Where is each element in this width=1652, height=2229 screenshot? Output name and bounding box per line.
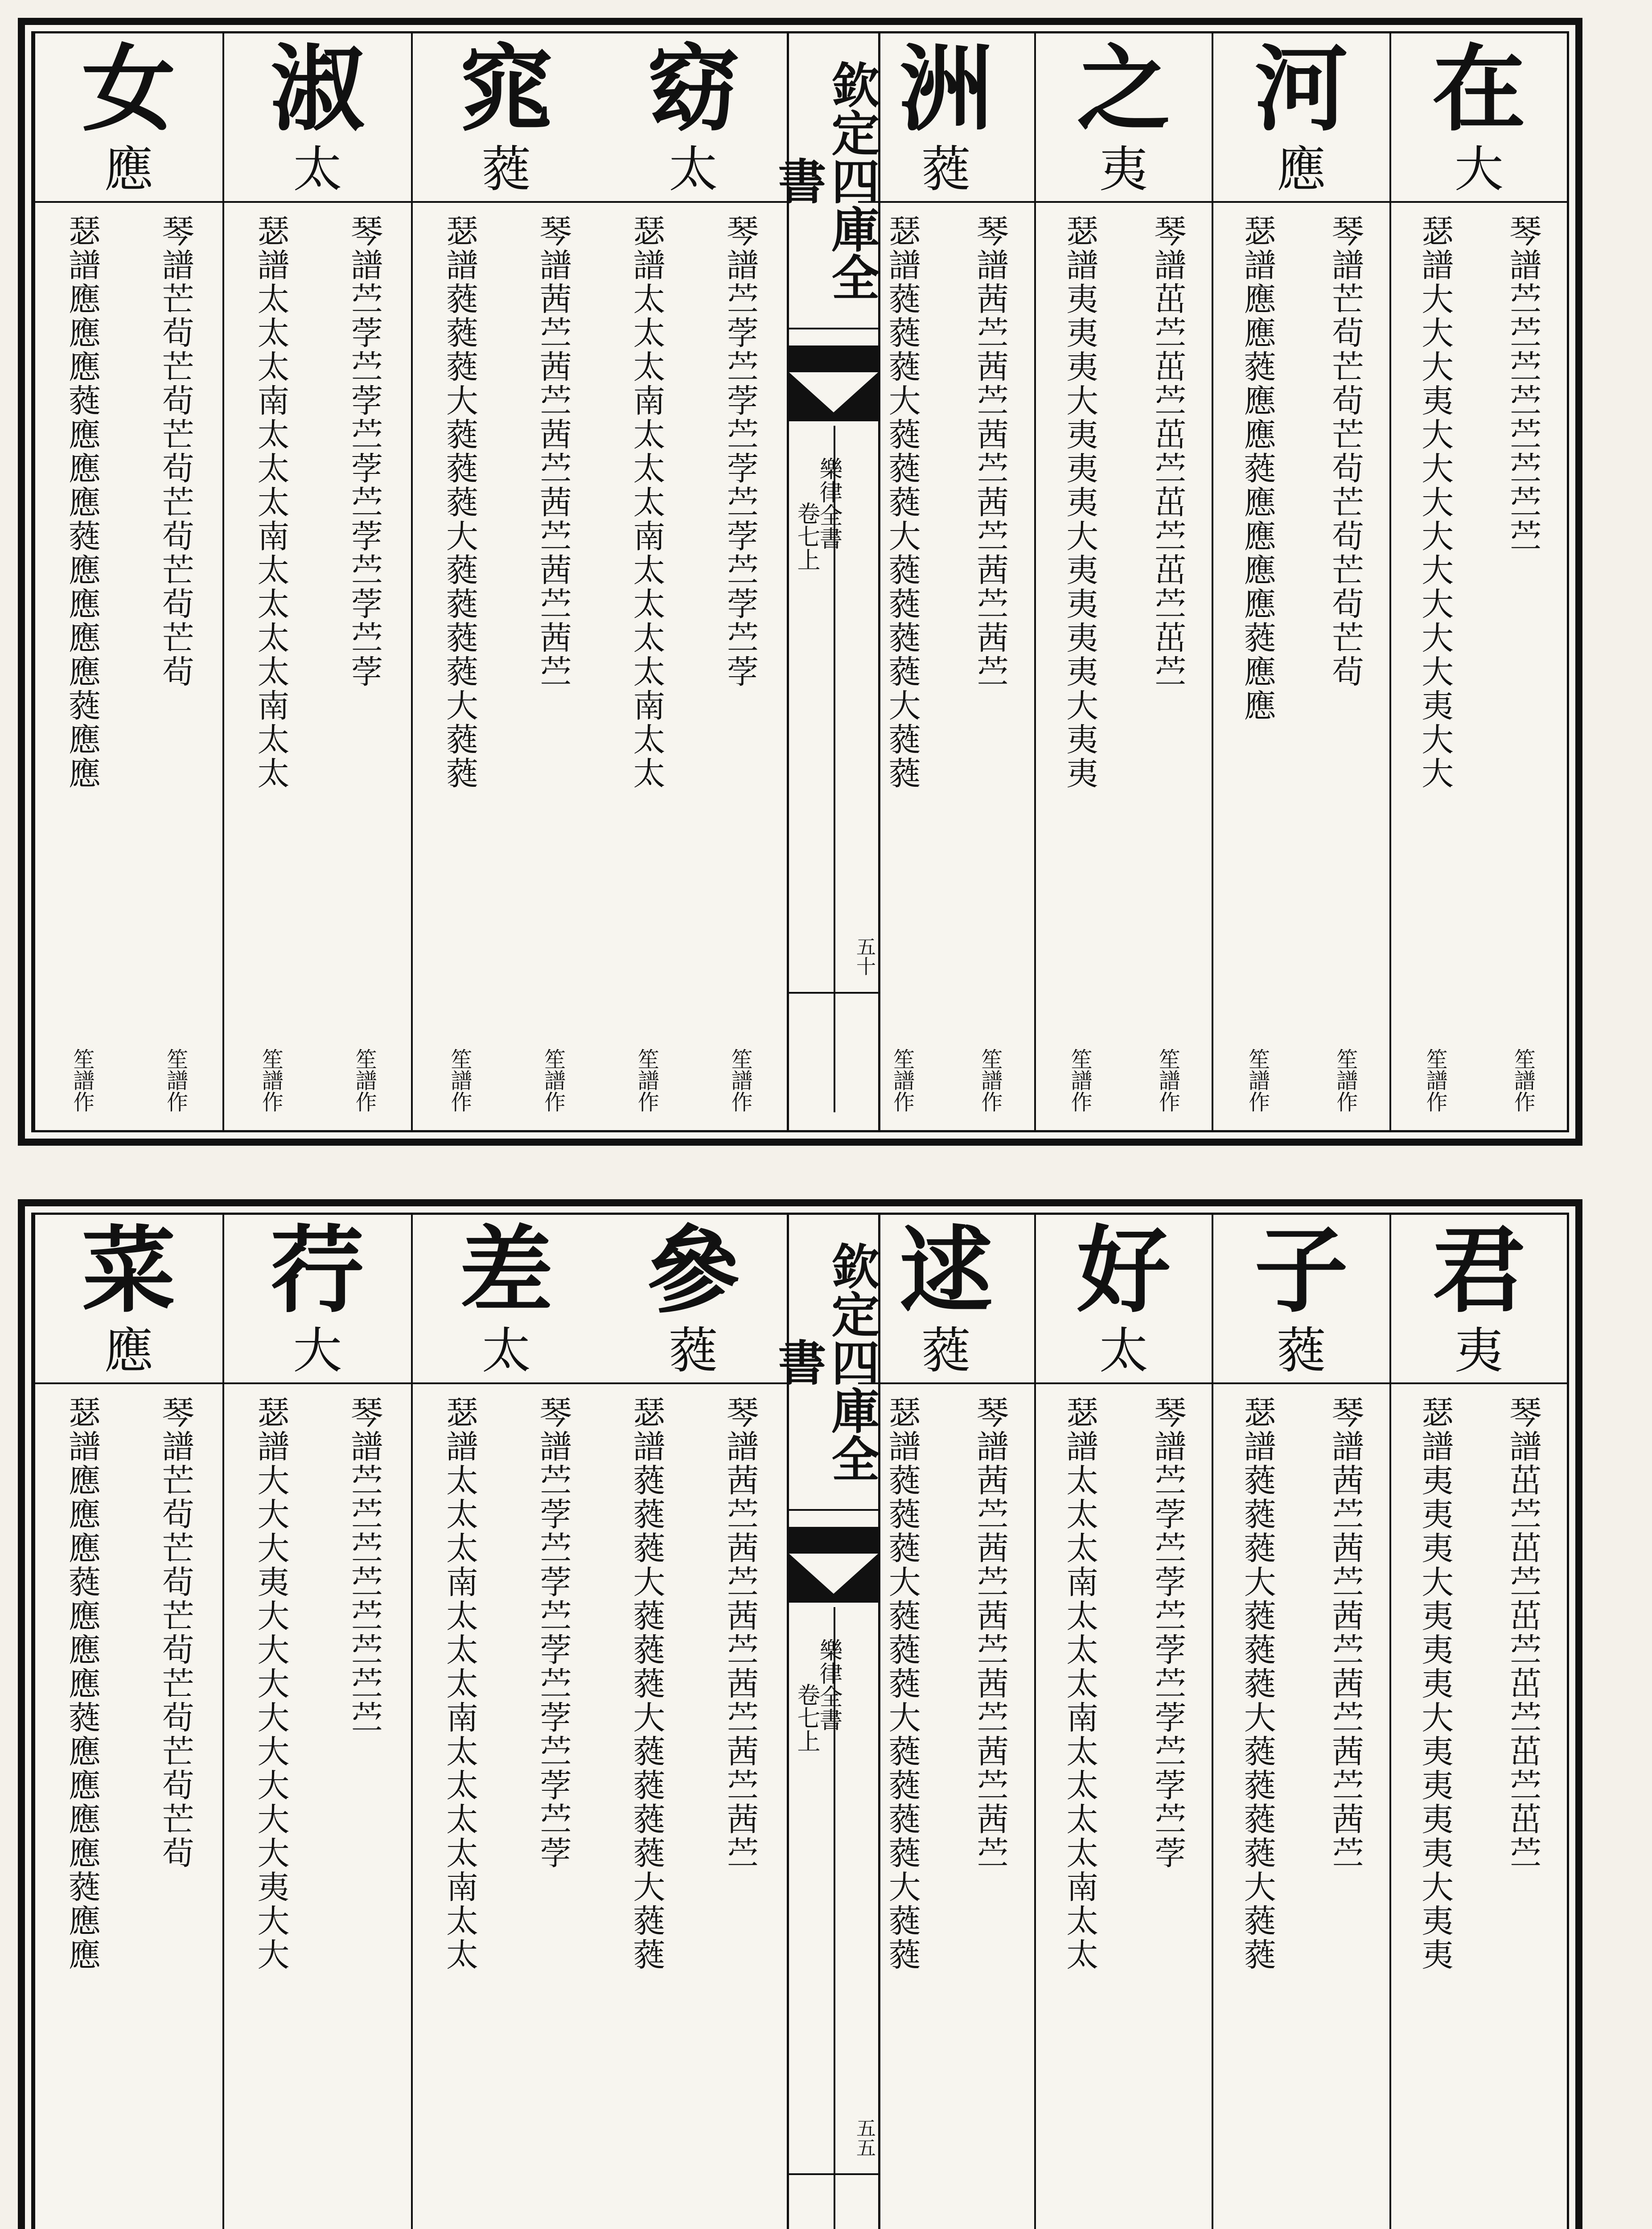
notation-lines bbox=[858, 203, 1034, 1130]
qin-notation-text: 琴譜芒茍芒茍芒茍芒茍芒茍芒茍 bbox=[1326, 214, 1364, 689]
pitch-note: 應 bbox=[104, 1322, 153, 1379]
lyric-column bbox=[1389, 1215, 1567, 2229]
gutter-volume: 卷七上 bbox=[793, 1683, 820, 1752]
column-header bbox=[1391, 33, 1567, 203]
sheng-notation: 笙譜作 bbox=[634, 1048, 659, 1112]
qin-notation bbox=[693, 1384, 787, 2229]
se-notation-text: 瑟譜大大大夷大大大大大大大大夷大大 bbox=[1416, 214, 1454, 790]
notation-lines bbox=[1213, 1384, 1389, 2229]
se-notation-text: 瑟譜應應應蕤應應應蕤應應應應蕤應應 bbox=[63, 1396, 101, 1972]
se-notation bbox=[858, 203, 946, 1130]
column-header bbox=[1213, 33, 1389, 203]
notation-lines bbox=[224, 203, 411, 1130]
pitch-note: 太 bbox=[293, 141, 342, 198]
pitch-note: 應 bbox=[104, 141, 153, 198]
lyric-column bbox=[33, 33, 222, 1130]
column-header bbox=[224, 33, 411, 203]
lyric-character: 逑 bbox=[899, 1215, 993, 1325]
lyric-character: 洲 bbox=[899, 34, 993, 144]
sheng-notation: 笙譜作 bbox=[540, 1048, 566, 1112]
pitch-note: 蕤 bbox=[481, 141, 531, 198]
lyric-character: 好 bbox=[1077, 1215, 1171, 1325]
lyric-column bbox=[1212, 1215, 1389, 2229]
top-right-half bbox=[858, 33, 1567, 1130]
qin-notation-text: 琴譜苎苎苎苎苎苎苎苎 bbox=[345, 1396, 383, 1735]
qin-notation bbox=[129, 203, 222, 1130]
notation-lines bbox=[35, 203, 222, 1130]
top-page-frame bbox=[31, 31, 1569, 1132]
lyric-column bbox=[1389, 33, 1567, 1130]
notation-lines bbox=[413, 1384, 600, 2229]
pitch-note: 蕤 bbox=[1277, 1322, 1326, 1379]
se-notation-text: 瑟譜蕤蕤蕤大蕤蕤蕤大蕤蕤蕤蕤大蕤蕤 bbox=[883, 214, 921, 790]
notation-lines bbox=[1036, 1384, 1212, 2229]
se-notation bbox=[858, 1384, 946, 2229]
qin-notation-text: 琴譜芒茍芒茍芒茍芒茍芒茍芒茍 bbox=[156, 1396, 194, 1870]
notation-lines bbox=[858, 1384, 1034, 2229]
pitch-note: 太 bbox=[481, 1322, 531, 1379]
lyric-character: 菜 bbox=[82, 1215, 176, 1325]
lyric-character: 參 bbox=[646, 1215, 740, 1325]
se-notation-text: 瑟譜太太太南太太太南太太太太南太太 bbox=[1061, 1396, 1099, 1972]
column-header bbox=[1391, 1215, 1567, 1384]
qin-notation bbox=[1301, 1384, 1389, 2229]
qin-notation bbox=[317, 1384, 411, 2229]
notation-lines bbox=[413, 203, 600, 1130]
gutter-page-number: 五五 bbox=[853, 2118, 875, 2157]
qin-notation-text: 琴譜苎茡苎茡苎茡苎茡苎茡苎茡 bbox=[345, 214, 383, 689]
sheng-notation: 笙譜作 bbox=[163, 1048, 188, 1112]
se-notation bbox=[35, 1384, 129, 2229]
se-notation-text: 瑟譜夷夷夷大夷夷夷大夷夷夷夷大夷夷 bbox=[1061, 214, 1099, 790]
se-notation-text: 瑟譜應應蕤應應蕤應應應應蕤應應 bbox=[1238, 214, 1276, 723]
column-header bbox=[858, 1215, 1034, 1384]
gutter-page-number: 五十 bbox=[853, 937, 875, 976]
se-notation bbox=[35, 203, 129, 1130]
column-header bbox=[413, 1215, 600, 1384]
gutter-title: 欽定四庫全書 bbox=[770, 1242, 879, 1482]
sheng-notation: 笙譜作 bbox=[1067, 1048, 1093, 1112]
se-notation-text: 瑟譜應應應蕤應應應蕤應應應應蕤應應 bbox=[63, 214, 101, 790]
se-notation bbox=[1391, 203, 1479, 1130]
se-notation-text: 瑟譜蕤蕤蕤大蕤蕤蕤大蕤蕤蕤蕤大蕤蕤 bbox=[883, 1396, 921, 1972]
lyric-column bbox=[1034, 33, 1212, 1130]
pitch-note: 應 bbox=[1277, 141, 1326, 198]
qin-notation bbox=[1479, 1384, 1567, 2229]
lyric-column bbox=[600, 33, 787, 1130]
sheng-notation: 笙譜作 bbox=[727, 1048, 753, 1112]
qin-notation-text: 琴譜茜苎茜苎茜苎茜苎茜苎茜苎 bbox=[971, 214, 1009, 689]
qin-notation bbox=[946, 1384, 1034, 2229]
column-header bbox=[858, 33, 1034, 203]
notation-lines bbox=[1391, 203, 1567, 1130]
se-notation bbox=[1036, 203, 1124, 1130]
qin-notation bbox=[1124, 203, 1212, 1130]
sheng-notation: 笙譜作 bbox=[1422, 1048, 1448, 1112]
pitch-note: 夷 bbox=[1099, 141, 1148, 198]
se-notation bbox=[224, 1384, 318, 2229]
se-notation bbox=[600, 1384, 694, 2229]
sheng-notation: 笙譜作 bbox=[1155, 1048, 1180, 1112]
notation-lines bbox=[1391, 1384, 1567, 2229]
sheng-notation: 笙譜作 bbox=[1332, 1048, 1358, 1112]
notation-lines bbox=[600, 1384, 787, 2229]
notation-lines bbox=[35, 1384, 222, 2229]
column-header bbox=[1036, 1215, 1212, 1384]
se-notation bbox=[413, 203, 506, 1130]
lyric-character: 荇 bbox=[271, 1215, 365, 1325]
pitch-note: 太 bbox=[669, 141, 718, 198]
se-notation-text: 瑟譜蕤蕤蕤大蕤蕤蕤大蕤蕤蕤蕤大蕤蕤 bbox=[628, 1396, 666, 1972]
notation-lines bbox=[224, 1384, 411, 2229]
lyric-column bbox=[222, 1215, 411, 2229]
lyric-character: 窕 bbox=[459, 34, 553, 144]
column-header bbox=[1213, 1215, 1389, 1384]
bottom-right-half bbox=[858, 1215, 1567, 2229]
qin-notation-text: 琴譜苎茡苎茡苎茡苎茡苎茡苎茡 bbox=[721, 214, 759, 689]
qin-notation bbox=[317, 203, 411, 1130]
pitch-note: 蕤 bbox=[669, 1322, 718, 1379]
qin-notation-text: 琴譜茜苎茜苎茜苎茜苎茜苎茜苎 bbox=[1326, 1396, 1364, 1870]
se-notation-text: 瑟譜大大大夷大大大大大大大大夷大大 bbox=[252, 1396, 290, 1972]
lyric-column bbox=[411, 33, 600, 1130]
pitch-note: 大 bbox=[1454, 141, 1504, 198]
qin-notation bbox=[506, 203, 600, 1130]
sheng-notation: 笙譜作 bbox=[69, 1048, 95, 1112]
lyric-column bbox=[411, 1215, 600, 2229]
qin-notation bbox=[946, 203, 1034, 1130]
lyric-column bbox=[33, 1215, 222, 2229]
lyric-character: 差 bbox=[459, 1215, 553, 1325]
top-left-half bbox=[33, 33, 787, 1130]
qin-notation bbox=[693, 203, 787, 1130]
bottom-page-frame bbox=[31, 1213, 1569, 2229]
sheng-notation: 笙譜作 bbox=[977, 1048, 1003, 1112]
qin-notation-text: 琴譜茜苎茜苎茜苎茜苎茜苎茜苎 bbox=[721, 1396, 759, 1870]
lyric-character: 在 bbox=[1432, 34, 1526, 144]
gutter-book-title: 樂律全書 bbox=[815, 1638, 842, 1731]
gutter-title: 欽定四庫全書 bbox=[770, 60, 879, 301]
lyric-character: 之 bbox=[1077, 34, 1171, 144]
lyric-column bbox=[858, 33, 1034, 1130]
pitch-note: 蕤 bbox=[921, 141, 971, 198]
se-notation bbox=[1391, 1384, 1479, 2229]
column-header bbox=[600, 33, 787, 203]
lyric-character: 河 bbox=[1254, 34, 1348, 144]
qin-notation bbox=[1479, 203, 1567, 1130]
sheng-notation: 笙譜作 bbox=[447, 1048, 472, 1112]
pitch-note: 蕤 bbox=[921, 1322, 971, 1379]
lyric-column bbox=[222, 33, 411, 1130]
se-notation bbox=[224, 203, 318, 1130]
column-header bbox=[600, 1215, 787, 1384]
qin-notation-text: 琴譜芒茍芒茍芒茍芒茍芒茍芒茍 bbox=[156, 214, 194, 689]
qin-notation bbox=[129, 1384, 222, 2229]
se-notation bbox=[1213, 1384, 1301, 2229]
se-notation bbox=[413, 1384, 506, 2229]
se-notation-text: 瑟譜太太太南太太太南太太太太南太太 bbox=[252, 214, 290, 790]
qin-notation bbox=[506, 1384, 600, 2229]
se-notation-text: 瑟譜太太太南太太太南太太太太南太太 bbox=[440, 1396, 478, 1972]
top-page bbox=[18, 18, 1582, 1146]
pitch-note: 太 bbox=[1099, 1322, 1148, 1379]
bottom-page bbox=[18, 1199, 1582, 2229]
se-notation-text: 瑟譜蕤蕤蕤大蕤蕤蕤大蕤蕤蕤蕤大蕤蕤 bbox=[1238, 1396, 1276, 1972]
column-header bbox=[413, 33, 600, 203]
notation-lines bbox=[1213, 203, 1389, 1130]
gutter-book-title: 樂律全書 bbox=[815, 457, 842, 550]
qin-notation-text: 琴譜茁苎茁苎茁苎茁苎茁苎茁苎 bbox=[1149, 214, 1187, 689]
sheng-notation: 笙譜作 bbox=[1510, 1048, 1536, 1112]
lyric-character: 女 bbox=[82, 34, 176, 144]
lyric-character: 君 bbox=[1432, 1215, 1526, 1325]
se-notation-text: 瑟譜太太太南太太太南太太太太南太太 bbox=[628, 214, 666, 790]
column-header bbox=[35, 33, 222, 203]
column-header bbox=[224, 1215, 411, 1384]
pitch-note: 大 bbox=[293, 1322, 342, 1379]
notation-lines bbox=[600, 203, 787, 1130]
qin-notation-text: 琴譜茁苎茁苎茁苎茁苎茁苎茁苎 bbox=[1504, 1396, 1542, 1870]
lyric-character: 淑 bbox=[271, 34, 365, 144]
lyric-character: 子 bbox=[1254, 1215, 1348, 1325]
qin-notation-text: 琴譜茜苎茜苎茜苎茜苎茜苎茜苎 bbox=[534, 214, 572, 689]
pitch-note: 夷 bbox=[1454, 1322, 1504, 1379]
column-header bbox=[35, 1215, 222, 1384]
column-header bbox=[1036, 33, 1212, 203]
lyric-column bbox=[858, 1215, 1034, 2229]
qin-notation-text: 琴譜苎苎苎苎苎苎苎苎 bbox=[1504, 214, 1542, 553]
sheng-notation: 笙譜作 bbox=[889, 1048, 915, 1112]
sheng-notation: 笙譜作 bbox=[258, 1048, 284, 1112]
qin-notation bbox=[1301, 203, 1389, 1130]
qin-notation bbox=[1124, 1384, 1212, 2229]
se-notation-text: 瑟譜夷夷夷大夷夷夷大夷夷夷夷大夷夷 bbox=[1416, 1396, 1454, 1972]
se-notation bbox=[600, 203, 694, 1130]
sheng-notation: 笙譜作 bbox=[352, 1048, 377, 1112]
notation-lines bbox=[1036, 203, 1212, 1130]
qin-notation-text: 琴譜苎茡苎茡苎茡苎茡苎茡苎茡 bbox=[1149, 1396, 1187, 1870]
qin-notation-text: 琴譜茜苎茜苎茜苎茜苎茜苎茜苎 bbox=[971, 1396, 1009, 1870]
sheng-notation: 笙譜作 bbox=[1245, 1048, 1270, 1112]
bottom-left-half bbox=[33, 1215, 787, 2229]
se-notation bbox=[1036, 1384, 1124, 2229]
lyric-character: 窈 bbox=[646, 34, 740, 144]
se-notation-text: 瑟譜蕤蕤蕤大蕤蕤蕤大蕤蕤蕤蕤大蕤蕤 bbox=[440, 214, 478, 790]
lyric-column bbox=[1212, 33, 1389, 1130]
qin-notation-text: 琴譜苎茡苎茡苎茡苎茡苎茡苎茡 bbox=[534, 1396, 572, 1870]
lyric-column bbox=[1034, 1215, 1212, 2229]
lyric-column bbox=[600, 1215, 787, 2229]
se-notation bbox=[1213, 203, 1301, 1130]
gutter-volume: 卷七上 bbox=[793, 502, 820, 571]
